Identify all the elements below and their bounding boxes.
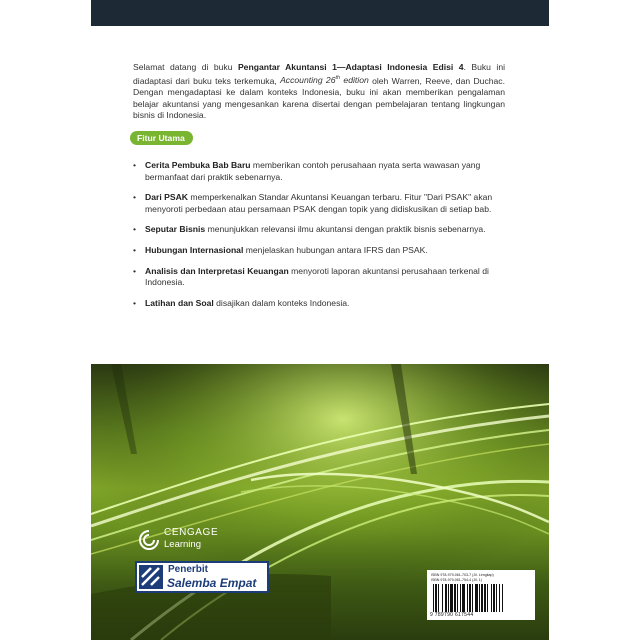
publisher-logo — [135, 561, 269, 593]
features-badge: Fitur Utama — [130, 131, 193, 145]
publisher-label: Penerbit — [168, 564, 209, 575]
feature-item — [133, 160, 513, 183]
feature-name: Latihan dan Soal — [145, 297, 214, 308]
feature-desc: menunjukkan relevansi ilmu akuntansi dengan praktik bisnis sebenarnya. — [205, 224, 486, 235]
bullet-icon: • — [133, 224, 137, 235]
bullet-icon: • — [133, 160, 137, 170]
publisher-name: Salemba Empat — [167, 576, 257, 590]
feature-name: Seputar Bisnis — [145, 224, 206, 235]
feature-desc: memberikan contoh perusahaan nyata serta wawasan yang bermanfaat dari praktik sebenarnya. — [145, 160, 481, 182]
isbn-barcode — [427, 570, 535, 620]
feature-item — [133, 192, 513, 215]
book-title: Pengantar Akuntansi 1—Adaptasi Indonesia Edisi 4 — [237, 62, 464, 72]
isbn-set: ISBN 978-979-061-703-7 (Jil. Lengkap) — [431, 573, 494, 577]
salemba-emblem-icon — [139, 565, 163, 589]
feature-name: Dari PSAK — [145, 192, 188, 203]
source-edition: Accounting 26th edition — [280, 75, 369, 86]
cengage-swirl-icon — [138, 529, 160, 551]
barcode-digits: 9 789790 617544 — [430, 612, 474, 618]
feature-item — [133, 245, 513, 257]
feature-desc: disajikan dalam konteks Indonesia. — [213, 297, 350, 308]
bullet-icon: • — [133, 265, 137, 276]
feature-desc: menjelaskan hubungan antara IFRS dan PSAK. — [243, 244, 428, 255]
bullet-icon: • — [133, 297, 137, 308]
barcode-bars — [431, 584, 531, 612]
top-banner — [91, 0, 549, 26]
bullet-icon: • — [133, 244, 137, 255]
feature-name: Analisis dan Interpretasi Keuangan — [145, 265, 289, 276]
features-list — [133, 160, 513, 318]
feature-desc: memperkenalkan Standar Akuntansi Keuangan terbaru. Fitur "Dari PSAK" akan menyoroti perbedaan atau persamaan PSAK dengan topik yang didiskusikan di setiap bab. — [145, 192, 493, 214]
cengage-wordmark: CENGAGE — [164, 527, 219, 538]
feature-desc: menyoroti laporan akuntansi perusahaan terkenal di Indonesia. — [145, 265, 489, 288]
feature-name: Hubungan Internasional — [145, 244, 244, 255]
feature-item — [133, 266, 513, 289]
isbn-volume: ISBN 978-979-061-754-4 (Jil. 1) — [431, 578, 482, 582]
bullet-icon: • — [133, 192, 137, 203]
learning-wordmark: Learning — [164, 539, 201, 550]
feature-name: Cerita Pembuka Bab Baru — [145, 160, 251, 170]
feature-item — [133, 298, 513, 310]
feature-item — [133, 224, 513, 236]
intro-paragraph: Selamat datang di buku Pengantar Akuntansi 1—Adaptasi Indonesia Edisi 4. Buku ini diadaptasi dari buku teks terkemuka, Accounting 26th edition oleh Warren, Reeve, dan Duchac. Dengan mengadaptasi ke dalam konteks Indonesia, buku ini akan memberikan pengalaman belajar akuntansi yang mengesankan karena disertai dengan pembelajaran tentang lingkungan bisnis di Indonesia. — [133, 62, 506, 121]
